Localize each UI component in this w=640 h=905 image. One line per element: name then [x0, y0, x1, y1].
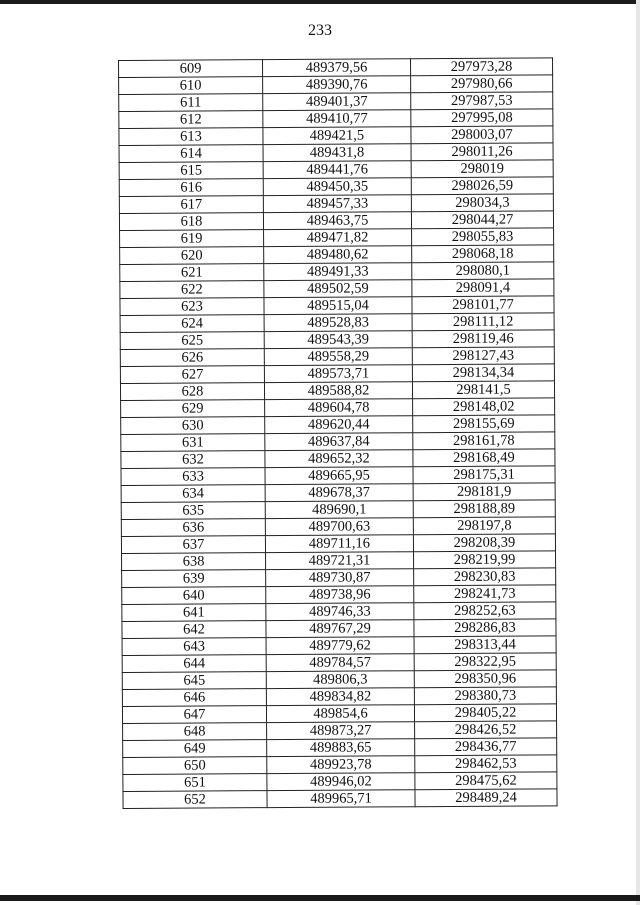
- point-number-cell: 629: [121, 400, 265, 418]
- table-row: [121, 517, 555, 537]
- coordinates-table-wrapper: [118, 57, 558, 809]
- x-coordinate-cell: 489834,82: [266, 688, 414, 706]
- point-number-cell: 652: [123, 791, 267, 809]
- x-coordinate-cell: 489854,6: [266, 705, 414, 723]
- x-coordinate-cell: 489401,37: [263, 93, 411, 111]
- point-number-cell: 637: [121, 536, 265, 554]
- y-coordinate-cell: 298475,62: [415, 772, 557, 790]
- point-number-cell: 632: [121, 451, 265, 469]
- table-row: [119, 194, 553, 214]
- point-number-cell: 624: [120, 315, 264, 333]
- table-row: [120, 313, 554, 333]
- point-number-cell: 618: [119, 213, 263, 231]
- x-coordinate-cell: 489767,29: [266, 620, 414, 638]
- y-coordinate-cell: 298230,83: [414, 568, 556, 586]
- page-number: 233: [308, 22, 332, 39]
- y-coordinate-cell: 298044,27: [411, 211, 553, 229]
- point-number-cell: 631: [121, 434, 265, 452]
- x-coordinate-cell: 489543,39: [264, 331, 412, 349]
- x-coordinate-cell: 489637,84: [265, 433, 413, 451]
- x-coordinate-cell: 489711,16: [265, 535, 413, 553]
- point-number-cell: 642: [122, 621, 266, 639]
- x-coordinate-cell: 489873,27: [267, 722, 415, 740]
- y-coordinate-cell: 298161,78: [413, 432, 555, 450]
- x-coordinate-cell: 489390,76: [263, 76, 411, 94]
- x-coordinate-cell: 489588,82: [264, 382, 412, 400]
- x-coordinate-cell: 489620,44: [265, 416, 413, 434]
- x-coordinate-cell: 489738,96: [266, 586, 414, 604]
- y-coordinate-cell: 298111,12: [412, 313, 554, 331]
- y-coordinate-cell: 298380,73: [414, 687, 556, 705]
- y-coordinate-cell: 298034,3: [411, 194, 553, 212]
- coordinates-table: [118, 57, 558, 809]
- table-row: [122, 619, 556, 639]
- point-number-cell: 651: [123, 774, 267, 792]
- y-coordinate-cell: 298252,63: [414, 602, 556, 620]
- y-coordinate-cell: 297987,53: [411, 92, 553, 110]
- point-number-cell: 634: [121, 485, 265, 503]
- table-row: [121, 398, 555, 418]
- y-coordinate-cell: 298181,9: [413, 483, 555, 501]
- x-coordinate-cell: 489421,5: [263, 127, 411, 145]
- point-number-cell: 612: [119, 111, 263, 129]
- table-row: [121, 432, 555, 452]
- table-row: [122, 653, 556, 673]
- x-coordinate-cell: 489652,32: [265, 450, 413, 468]
- table-row: [119, 126, 553, 146]
- point-number-cell: 646: [122, 689, 266, 707]
- scan-top-edge: [0, 0, 640, 4]
- point-number-cell: 644: [122, 655, 266, 673]
- table-row: [120, 347, 554, 367]
- y-coordinate-cell: 298168,49: [413, 449, 555, 467]
- table-row: [119, 160, 553, 180]
- table-row: [122, 551, 556, 571]
- y-coordinate-cell: 298208,39: [413, 534, 555, 552]
- y-coordinate-cell: 297973,28: [410, 58, 552, 76]
- point-number-cell: 610: [119, 77, 263, 95]
- table-row: [121, 415, 555, 435]
- point-number-cell: 623: [120, 298, 264, 316]
- y-coordinate-cell: 298003,07: [411, 126, 553, 144]
- x-coordinate-cell: 489784,57: [266, 654, 414, 672]
- table-row: [122, 568, 556, 588]
- table-row: [119, 75, 553, 95]
- y-coordinate-cell: 298127,43: [412, 347, 554, 365]
- x-coordinate-cell: 489450,35: [263, 178, 411, 196]
- point-number-cell: 617: [119, 196, 263, 214]
- point-number-cell: 616: [119, 179, 263, 197]
- y-coordinate-cell: 298350,96: [414, 670, 556, 688]
- x-coordinate-cell: 489431,8: [263, 144, 411, 162]
- point-number-cell: 633: [121, 468, 265, 486]
- point-number-cell: 609: [119, 60, 263, 78]
- table-row: [121, 483, 555, 503]
- table-row: [120, 296, 554, 316]
- point-number-cell: 638: [122, 553, 266, 571]
- x-coordinate-cell: 489665,95: [265, 467, 413, 485]
- table-row: [119, 109, 553, 129]
- coordinates-table-body: [119, 58, 558, 809]
- x-coordinate-cell: 489779,62: [266, 637, 414, 655]
- point-number-cell: 625: [120, 332, 264, 350]
- y-coordinate-cell: 298489,24: [415, 789, 557, 807]
- y-coordinate-cell: 298141,5: [412, 381, 554, 399]
- table-row: [122, 670, 556, 690]
- y-coordinate-cell: 298322,95: [414, 653, 556, 671]
- x-coordinate-cell: 489746,33: [266, 603, 414, 621]
- table-row: [123, 738, 557, 758]
- table-row: [122, 704, 556, 724]
- y-coordinate-cell: 298101,77: [412, 296, 554, 314]
- point-number-cell: 636: [121, 519, 265, 537]
- table-row: [123, 789, 557, 809]
- y-coordinate-cell: 298241,73: [414, 585, 556, 603]
- x-coordinate-cell: 489806,3: [266, 671, 414, 689]
- x-coordinate-cell: 489604,78: [265, 399, 413, 417]
- point-number-cell: 649: [123, 740, 267, 758]
- x-coordinate-cell: 489721,31: [266, 552, 414, 570]
- x-coordinate-cell: 489730,87: [266, 569, 414, 587]
- point-number-cell: 635: [121, 502, 265, 520]
- x-coordinate-cell: 489463,75: [263, 212, 411, 230]
- point-number-cell: 645: [122, 672, 266, 690]
- table-row: [121, 466, 555, 486]
- x-coordinate-cell: 489573,71: [264, 365, 412, 383]
- y-coordinate-cell: 298197,8: [413, 517, 555, 535]
- y-coordinate-cell: 298119,46: [412, 330, 554, 348]
- x-coordinate-cell: 489558,29: [264, 348, 412, 366]
- table-row: [119, 211, 553, 231]
- table-row: [119, 92, 553, 112]
- y-coordinate-cell: 298313,44: [414, 636, 556, 654]
- point-number-cell: 630: [121, 417, 265, 435]
- x-coordinate-cell: 489502,59: [264, 280, 412, 298]
- table-row: [123, 772, 557, 792]
- point-number-cell: 615: [119, 162, 263, 180]
- scan-bottom-edge: [0, 895, 640, 901]
- point-number-cell: 627: [120, 366, 264, 384]
- point-number-cell: 613: [119, 128, 263, 146]
- y-coordinate-cell: 298462,53: [415, 755, 557, 773]
- table-row: [123, 721, 557, 741]
- table-row: [120, 364, 554, 384]
- y-coordinate-cell: 298219,99: [414, 551, 556, 569]
- x-coordinate-cell: 489690,1: [265, 501, 413, 519]
- table-row: [119, 177, 553, 197]
- point-number-cell: 619: [120, 230, 264, 248]
- y-coordinate-cell: 298436,77: [415, 738, 557, 756]
- x-coordinate-cell: 489528,83: [264, 314, 412, 332]
- y-coordinate-cell: 298175,31: [413, 466, 555, 484]
- y-coordinate-cell: 298068,18: [412, 245, 554, 263]
- point-number-cell: 640: [122, 587, 266, 605]
- x-coordinate-cell: 489410,77: [263, 110, 411, 128]
- y-coordinate-cell: 298188,89: [413, 500, 555, 518]
- table-row: [121, 500, 555, 520]
- y-coordinate-cell: 297995,08: [411, 109, 553, 127]
- point-number-cell: 639: [122, 570, 266, 588]
- x-coordinate-cell: 489379,56: [263, 59, 411, 77]
- x-coordinate-cell: 489678,37: [265, 484, 413, 502]
- point-number-cell: 647: [122, 706, 266, 724]
- table-row: [123, 755, 557, 775]
- point-number-cell: 622: [120, 281, 264, 299]
- y-coordinate-cell: 298055,83: [412, 228, 554, 246]
- table-row: [120, 279, 554, 299]
- point-number-cell: 643: [122, 638, 266, 656]
- table-row: [120, 262, 554, 282]
- x-coordinate-cell: 489457,33: [263, 195, 411, 213]
- y-coordinate-cell: 298155,69: [413, 415, 555, 433]
- point-number-cell: 641: [122, 604, 266, 622]
- table-row: [119, 143, 553, 163]
- table-row: [120, 245, 554, 265]
- x-coordinate-cell: 489471,82: [264, 229, 412, 247]
- table-row: [119, 58, 553, 78]
- y-coordinate-cell: 298405,22: [414, 704, 556, 722]
- point-number-cell: 620: [120, 247, 264, 265]
- y-coordinate-cell: 297980,66: [411, 75, 553, 93]
- x-coordinate-cell: 489946,02: [267, 773, 415, 791]
- x-coordinate-cell: 489441,76: [263, 161, 411, 179]
- x-coordinate-cell: 489491,33: [264, 263, 412, 281]
- table-row: [120, 381, 554, 401]
- table-row: [121, 449, 555, 469]
- point-number-cell: 626: [120, 349, 264, 367]
- x-coordinate-cell: 489480,62: [264, 246, 412, 264]
- table-row: [122, 602, 556, 622]
- point-number-cell: 648: [123, 723, 267, 741]
- table-row: [121, 534, 555, 554]
- y-coordinate-cell: 298011,26: [411, 143, 553, 161]
- y-coordinate-cell: 298148,02: [413, 398, 555, 416]
- point-number-cell: 650: [123, 757, 267, 775]
- table-row: [120, 330, 554, 350]
- table-row: [122, 636, 556, 656]
- table-row: [122, 585, 556, 605]
- point-number-cell: 611: [119, 94, 263, 112]
- point-number-cell: 628: [120, 383, 264, 401]
- x-coordinate-cell: 489965,71: [267, 790, 415, 808]
- x-coordinate-cell: 489515,04: [264, 297, 412, 315]
- x-coordinate-cell: 489923,78: [267, 756, 415, 774]
- point-number-cell: 614: [119, 145, 263, 163]
- scan-right-edge: [636, 0, 640, 905]
- y-coordinate-cell: 298080,1: [412, 262, 554, 280]
- point-number-cell: 621: [120, 264, 264, 282]
- table-row: [120, 228, 554, 248]
- y-coordinate-cell: 298426,52: [415, 721, 557, 739]
- table-row: [122, 687, 556, 707]
- y-coordinate-cell: 298091,4: [412, 279, 554, 297]
- y-coordinate-cell: 298134,34: [412, 364, 554, 382]
- y-coordinate-cell: 298286,83: [414, 619, 556, 637]
- y-coordinate-cell: 298019: [411, 160, 553, 178]
- y-coordinate-cell: 298026,59: [411, 177, 553, 195]
- x-coordinate-cell: 489700,63: [265, 518, 413, 536]
- x-coordinate-cell: 489883,65: [267, 739, 415, 757]
